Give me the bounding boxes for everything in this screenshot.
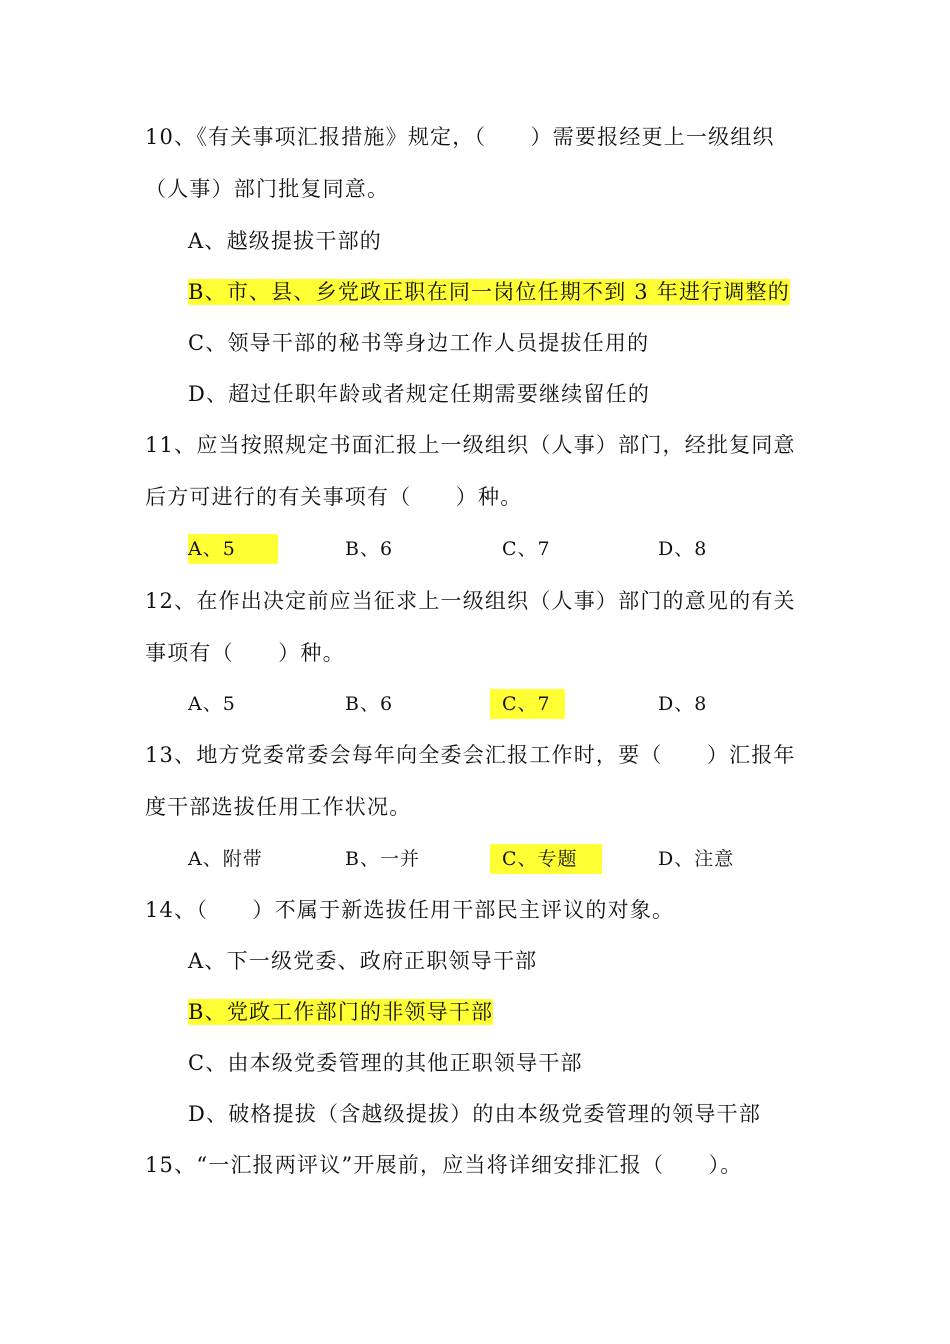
q11-option-d: D、8 [658,538,708,560]
q10-option-d: D、超过任职年龄或者规定任期需要继续留任的 [188,382,651,406]
q14-option-d: D、破格提拔（含越级提拔）的由本级党委管理的领导干部 [188,1102,762,1126]
q13-line2: 度干部选拔任用工作状况。 [145,795,412,819]
q12-option-c: C、7 [490,689,565,719]
q10-option-b [188,277,790,307]
q10-option-b-highlight: B、市、县、乡党政正职在同一岗位任期不到 3 年进行调整的 [188,280,790,304]
q13-option-b: B、一并 [345,848,420,870]
q12-line1: 12、在作出决定前应当征求上一级组织（人事）部门的意见的有关 [145,589,796,613]
q13-line1: 13、地方党委常委会每年向全委会汇报工作时，要（ ）汇报年 [145,743,796,767]
q14-option-c: C、由本级党委管理的其他正职领导干部 [188,1051,583,1075]
q12-option-b: B、6 [345,693,394,715]
q15-line1: 15、“一汇报两评议”开展前，应当将详细安排汇报（ ）。 [145,1153,743,1177]
q12-line2: 事项有（ ）种。 [145,641,345,665]
q13-option-d: D、注意 [658,848,735,870]
q13-option-a: A、附带 [188,848,263,870]
q10-line2: （人事）部门批复同意。 [145,177,390,201]
q12-option-a: A、5 [188,693,236,715]
q12-option-d: D、8 [658,693,708,715]
q10-line1: 10、《有关事项汇报措施》规定，（ ）需要报经更上一级组织 [145,125,775,149]
q14-option-b [188,997,493,1027]
q10-option-a: A、越级提拔干部的 [188,229,382,253]
q11-line1: 11、应当按照规定书面汇报上一级组织（人事）部门，经批复同意 [145,433,796,457]
q14-line1: 14、（ ）不属于新选拔任用干部民主评议的对象。 [145,898,675,922]
q14-option-a: A、下一级党委、政府正职领导干部 [188,949,538,973]
q13-option-c: C、专题 [490,844,602,874]
q11-option-b: B、6 [345,538,394,560]
q14-option-b-highlight: B、党政工作部门的非领导干部 [188,1000,494,1024]
q11-option-a: A、5 [188,534,278,564]
q11-option-c: C、7 [502,538,551,560]
q11-line2: 后方可进行的有关事项有（ ）种。 [145,485,523,509]
q10-option-c: C、领导干部的秘书等身边工作人员提拔任用的 [188,331,650,355]
